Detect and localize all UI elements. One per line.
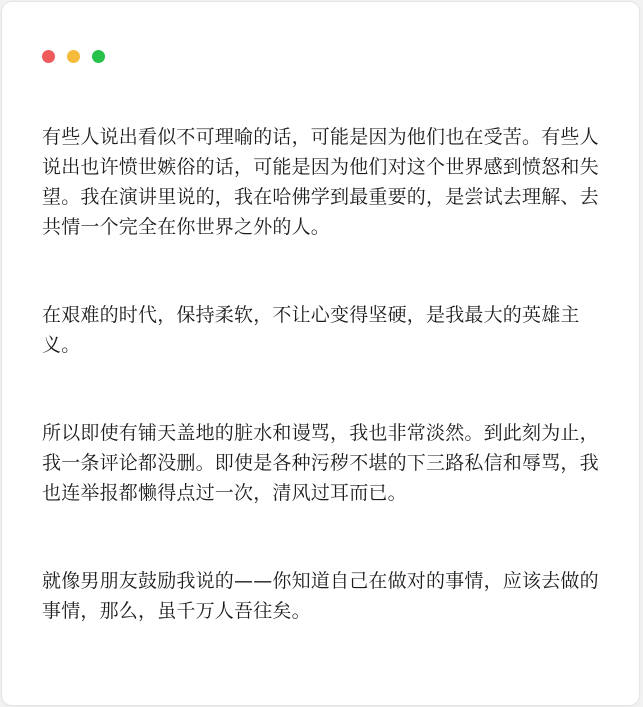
note-window [2,2,639,705]
note-body [42,122,602,684]
minimize-window-button[interactable] [67,50,80,63]
close-window-button[interactable] [42,50,55,63]
maximize-window-button[interactable] [92,50,105,63]
window-controls [42,50,105,63]
paragraph-3: 所以即使有铺天盖地的脏水和谩骂，我也非常淡然。到此刻为止，我一条评论都没删。即使是各种污秽不堪的下三路私信和辱骂，我也连举报都懒得点过一次，清风过耳而已。 [42,422,599,504]
paragraph-4: 就像男朋友鼓励我说的——你知道自己在做对的事情，应该去做的事情，那么，虽千万人吾往矣。 [42,570,599,622]
paragraph-1: 有些人说出看似不可理喻的话，可能是因为他们也在受苦。有些人说出也许愤世嫉俗的话，可能是因为他们对这个世界感到愤怒和失望。我在演讲里说的，我在哈佛学到最重要的，是尝试去理解、去共情一个完全在你世界之外的人。 [42,126,599,238]
paragraph-2: 在艰难的时代，保持柔软，不让心变得坚硬，是我最大的英雄主义。 [42,304,580,356]
